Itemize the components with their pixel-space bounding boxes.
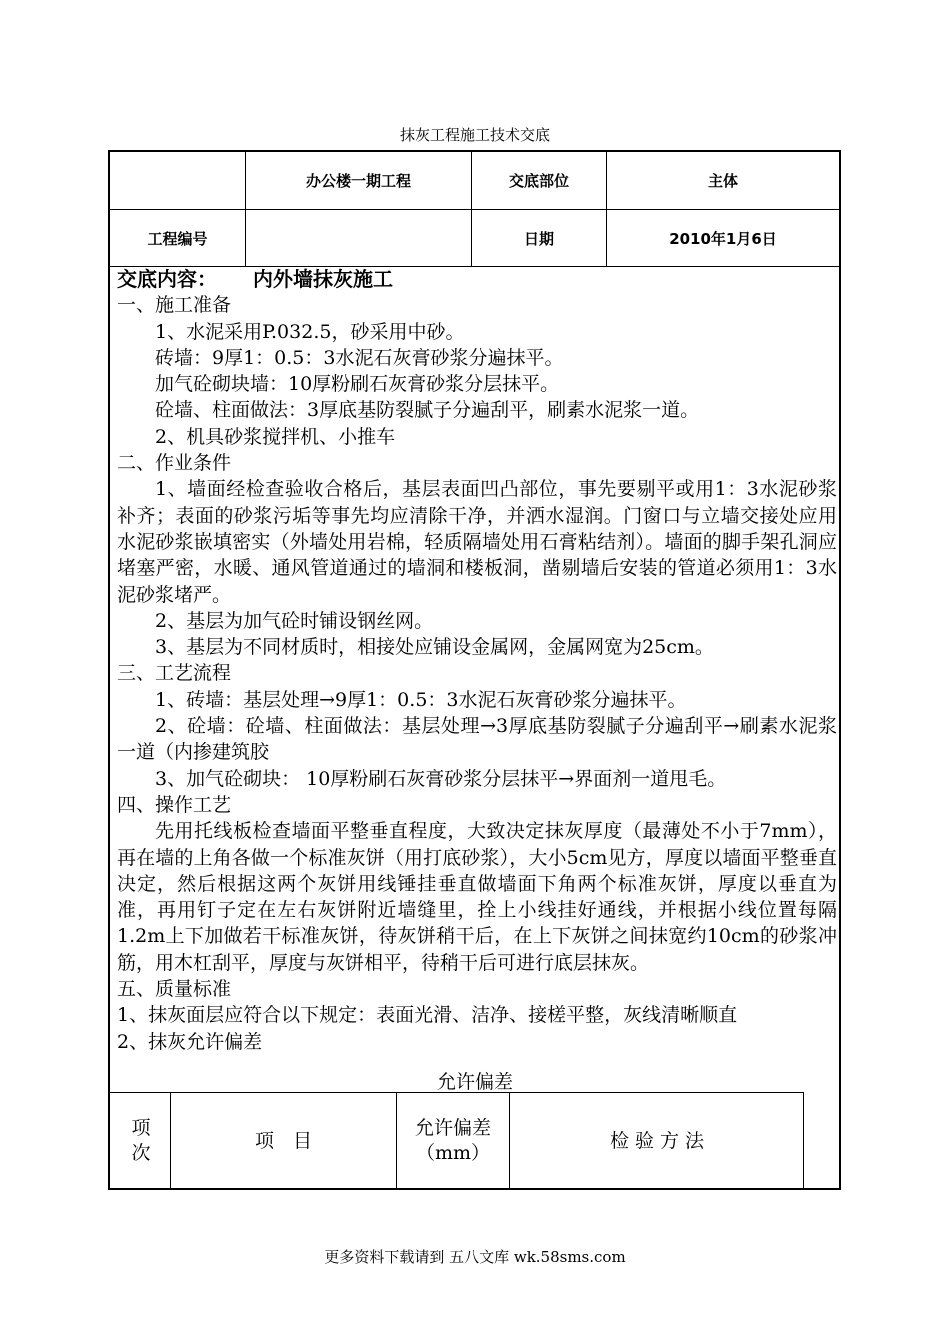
date-label-cell: 日期 bbox=[523, 229, 554, 248]
project-no-label-cell: 工程编号 bbox=[147, 229, 208, 248]
paragraph-line: 2、基层为加气砼时铺设钢丝网。 bbox=[155, 609, 434, 632]
project-name-cell: 办公楼一期工程 bbox=[305, 172, 411, 190]
section-title: 三、工艺流程 bbox=[117, 662, 232, 685]
paragraph-line: 1、砖墙：基层处理→9厚1：0.5：3水泥石灰膏砂浆分遍抹平。 bbox=[155, 688, 687, 711]
paragraph-line: 砖墙：9厚1：0.5：3水泥石灰膏砂浆分遍抹平。 bbox=[155, 346, 564, 369]
tolerance-divider bbox=[396, 1092, 397, 1189]
document-title: 抹灰工程施工技术交底 bbox=[399, 126, 550, 144]
section-title: 五、质量标准 bbox=[117, 978, 232, 1001]
col-method-header: 检 验 方 法 bbox=[609, 1129, 705, 1152]
col-tolerance-text: 允许偏差（mm） bbox=[414, 1117, 491, 1164]
tolerance-table-title: 允许偏差 bbox=[436, 1071, 513, 1093]
col-tolerance-header bbox=[405, 1093, 501, 1189]
paragraph-line: 3、加气砼砌块： 10厚粉刷石灰膏砂浆分层抹平→界面剂一道甩毛。 bbox=[155, 767, 727, 790]
paragraph-text: 先用托线板检查墙面平整垂直程度，大致决定抹灰厚度（最薄处不小于7mm），再在墙的上角各做一个标准灰饼（用打底砂浆），大小5cm见方，厚度以墙面平整垂直决定，然后根据这两个灰饼用线锤挂垂直做墙面下角两个标准灰饼，厚度以垂直为准，再用钉子定在左右灰饼附近墙缝里，拴上小线挂好通线，并根据小线位置每隔1.2m上下加做若干标准灰饼，待灰饼稍干后，在上下灰饼之间抹宽约10cm的砂浆冲筋，用木杠刮平，厚度与灰饼相平，待稍干后可进行底层抹灰。 bbox=[117, 820, 837, 974]
paragraph-line: 砼墙、柱面做法：3厚底基防裂腻子分遍刮平，刷素水泥浆一道。 bbox=[155, 399, 700, 422]
section-title: 二、作业条件 bbox=[117, 452, 232, 475]
col-index-text: 项次 bbox=[131, 1117, 151, 1164]
paragraph-line: 2、机具砂浆搅拌机、小推车 bbox=[155, 425, 396, 448]
paragraph-line: 3、基层为不同材质时，相接处应铺设金属网，金属网宽为25cm。 bbox=[155, 636, 714, 659]
paragraph bbox=[117, 476, 837, 607]
paragraph-text: 1、墙面经检查验收合格后，基层表面凹凸部位，事先要剔平或用1：3水泥砂浆补齐；表面的砂浆污垢等事先均应清除干净，并洒水湿润。门窗口与立墙交接处应用水泥砂浆嵌填密实（外墙处用岩棉，轻质隔墙处用石膏粘结剂）。墙面的脚手架孔洞应堵塞严密，水暖、通风管道通过的墙洞和楼板洞，凿剔墙后安装的管道必须用1：3水泥砂浆堵严。 bbox=[117, 478, 837, 606]
paragraph-text: 2、砼墙：砼墙、柱面做法：基层处理→3厚底基防裂腻子分遍刮平→刷素水泥浆一道（内掺建筑胶 bbox=[117, 715, 837, 764]
part-value-cell: 主体 bbox=[707, 172, 738, 190]
col-index-header bbox=[127, 1093, 155, 1189]
content-heading-value: 内外墙抹灰施工 bbox=[253, 267, 393, 291]
col-item-header: 项 目 bbox=[254, 1129, 312, 1152]
content-heading bbox=[117, 266, 837, 292]
part-label-cell: 交底部位 bbox=[508, 172, 569, 190]
paragraph bbox=[117, 1002, 837, 1028]
paragraph-line: 加气砼砌块墙：10厚粉刷石灰膏砂浆分层抹平。 bbox=[155, 373, 560, 396]
content-heading-label: 交底内容： bbox=[117, 267, 217, 291]
content-body bbox=[117, 266, 837, 1055]
paragraph-line: 2、抹灰允许偏差 bbox=[117, 1030, 263, 1053]
section-title: 一、施工准备 bbox=[117, 294, 232, 317]
paragraph-line: 1、水泥采用P.032.5，砂采用中砂。 bbox=[155, 320, 465, 343]
paragraph bbox=[117, 818, 837, 976]
paragraph bbox=[117, 713, 837, 766]
section-title: 四、操作工艺 bbox=[117, 793, 232, 816]
date-value-cell: 2010年1月6日 bbox=[669, 229, 777, 248]
paragraph-text: 1、抹灰面层应符合以下规定：表面光滑、洁净、接槎平整，灰线清晰顺直 bbox=[117, 1004, 738, 1027]
footer-text: 更多资料下载请到 五八文库 wk.58sms.com bbox=[324, 1248, 626, 1266]
